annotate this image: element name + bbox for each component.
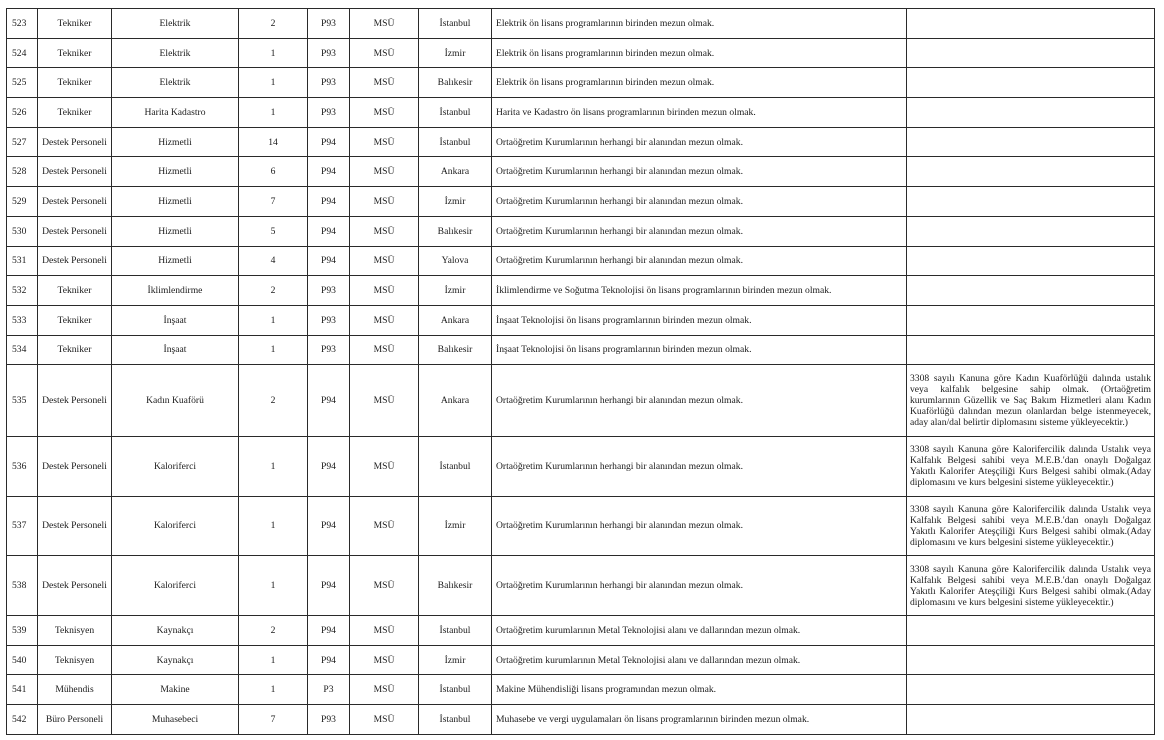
cell-position-no: 528: [7, 157, 38, 187]
cell-city: İzmir: [419, 276, 492, 306]
cell-profession: İklimlendirme: [112, 276, 239, 306]
cell-note: [907, 68, 1155, 98]
cell-count: 14: [239, 127, 308, 157]
table-row: [7, 496, 1155, 556]
cell-title: Mühendis: [38, 675, 112, 705]
cell-title: Destek Personeli: [38, 127, 112, 157]
cell-requirement: Ortaöğretim kurumlarının Metal Teknolojisi alanı ve dallarından mezun olmak.: [492, 645, 907, 675]
cell-count: 1: [239, 496, 308, 556]
cell-position-no: 532: [7, 276, 38, 306]
cell-title: Destek Personeli: [38, 436, 112, 496]
cell-requirement: Elektrik ön lisans programlarının birinden mezun olmak.: [492, 38, 907, 68]
table-row: [7, 127, 1155, 157]
cell-count: 1: [239, 645, 308, 675]
cell-position-no: 541: [7, 675, 38, 705]
cell-requirement: İnşaat Teknolojisi ön lisans programlarının birinden mezun olmak.: [492, 335, 907, 365]
cell-note: [907, 705, 1155, 735]
cell-note: [907, 98, 1155, 128]
table-row: [7, 305, 1155, 335]
table-row: [7, 157, 1155, 187]
cell-institution: MSÜ: [350, 68, 419, 98]
cell-institution: MSÜ: [350, 335, 419, 365]
cell-position-no: 533: [7, 305, 38, 335]
cell-city: İzmir: [419, 187, 492, 217]
cell-requirement: Harita ve Kadastro ön lisans programlarının birinden mezun olmak.: [492, 98, 907, 128]
cell-requirement: Ortaöğretim Kurumlarının herhangi bir alanından mezun olmak.: [492, 216, 907, 246]
cell-count: 5: [239, 216, 308, 246]
cell-note: 3308 sayılı Kanuna göre Kaloriferc​ilik dalında Ustalık veya Kalfalık Belgesi sahibi veya M.E.B.'dan onaylı Doğalgaz Yakıtlı Kalorifer Ateşçiliği Kurs Belgesi sahibi olmak.(Aday diplomasını ve kurs belgesini sisteme yükleyecektir.): [907, 436, 1155, 496]
cell-count: 1: [239, 68, 308, 98]
cell-count: 1: [239, 335, 308, 365]
cell-position-no: 537: [7, 496, 38, 556]
table-row: [7, 216, 1155, 246]
cell-count: 7: [239, 705, 308, 735]
cell-count: 6: [239, 157, 308, 187]
cell-city: İstanbul: [419, 436, 492, 496]
cell-title: Teknisyen: [38, 645, 112, 675]
cell-qualification-code: P93: [308, 9, 350, 39]
cell-qualification-code: P93: [308, 305, 350, 335]
cell-title: Teknisyen: [38, 616, 112, 646]
cell-count: 1: [239, 436, 308, 496]
cell-city: Ankara: [419, 365, 492, 437]
cell-note: [907, 246, 1155, 276]
cell-note: 3308 sayılı Kanuna göre Kadın Kuaförlüğü dalında ustalık veya kalfalık belgesine sahip olmak. (Ortaöğretim kurumlarının Güzellik ve Saç Bakım Hizmetleri alanı Kadın Kuaförlüğü dalından mezun olanlardan belge istenmeyecek, aday alan/dal belirtir diplomasını sisteme yükleyecektir.): [907, 365, 1155, 437]
cell-position-no: 540: [7, 645, 38, 675]
positions-table: [6, 8, 1155, 735]
cell-city: İstanbul: [419, 9, 492, 39]
cell-institution: MSÜ: [350, 556, 419, 616]
cell-institution: MSÜ: [350, 276, 419, 306]
cell-note: [907, 127, 1155, 157]
cell-city: İzmir: [419, 38, 492, 68]
table-row: [7, 335, 1155, 365]
cell-city: Ankara: [419, 305, 492, 335]
table-row: [7, 68, 1155, 98]
table-row: [7, 276, 1155, 306]
table-row: [7, 365, 1155, 437]
cell-requirement: Ortaöğretim Kurumlarının herhangi bir alanından mezun olmak.: [492, 157, 907, 187]
cell-profession: Harita Kadastro: [112, 98, 239, 128]
cell-requirement: Ortaöğretim Kurumlarının herhangi bir alanından mezun olmak.: [492, 187, 907, 217]
table-row: [7, 187, 1155, 217]
cell-count: 1: [239, 675, 308, 705]
cell-profession: Hizmetli: [112, 246, 239, 276]
cell-profession: Elektrik: [112, 38, 239, 68]
cell-institution: MSÜ: [350, 436, 419, 496]
cell-count: 2: [239, 276, 308, 306]
cell-title: Destek Personeli: [38, 246, 112, 276]
cell-profession: Kaloriferci: [112, 436, 239, 496]
cell-note: [907, 675, 1155, 705]
cell-city: İstanbul: [419, 705, 492, 735]
cell-position-no: 524: [7, 38, 38, 68]
cell-institution: MSÜ: [350, 645, 419, 675]
cell-count: 2: [239, 9, 308, 39]
cell-title: Destek Personeli: [38, 365, 112, 437]
cell-requirement: İklimlendirme ve Soğutma Teknolojisi ön lisans programlarının birinden mezun olmak.: [492, 276, 907, 306]
cell-note: [907, 38, 1155, 68]
cell-institution: MSÜ: [350, 616, 419, 646]
cell-qualification-code: P93: [308, 705, 350, 735]
cell-requirement: İnşaat Teknolojisi ön lisans programlarının birinden mezun olmak.: [492, 305, 907, 335]
cell-institution: MSÜ: [350, 127, 419, 157]
cell-note: [907, 645, 1155, 675]
cell-profession: Elektrik: [112, 68, 239, 98]
cell-title: Tekniker: [38, 38, 112, 68]
cell-requirement: Ortaöğretim Kurumlarının herhangi bir alanından mezun olmak.: [492, 436, 907, 496]
cell-qualification-code: P94: [308, 496, 350, 556]
cell-count: 2: [239, 365, 308, 437]
cell-qualification-code: P94: [308, 436, 350, 496]
cell-note: 3308 sayılı Kanuna göre Kaloriferc​ilik dalında Ustalık veya Kalfalık Belgesi sahibi veya M.E.B.'dan onaylı Doğalgaz Yakıtlı Kalorifer Ateşçiliği Kurs Belgesi sahibi olmak.(Aday diplomasını ve kurs belgesini sisteme yükleyecektir.): [907, 496, 1155, 556]
cell-requirement: Ortaöğretim Kurumlarının herhangi bir alanından mezun olmak.: [492, 365, 907, 437]
cell-profession: Hizmetli: [112, 187, 239, 217]
cell-qualification-code: P94: [308, 157, 350, 187]
cell-city: İstanbul: [419, 127, 492, 157]
cell-profession: Elektrik: [112, 9, 239, 39]
table-body: [7, 9, 1155, 735]
cell-note: 3308 sayılı Kanuna göre Kaloriferc​ilik dalında Ustalık veya Kalfalık Belgesi sahibi veya M.E.B.'dan onaylı Doğalgaz Yakıtlı Kalorifer Ateşçiliği Kurs Belgesi sahibi olmak.(Aday diplomasını ve kurs belgesini sisteme yükleyecektir.): [907, 556, 1155, 616]
cell-city: Ankara: [419, 157, 492, 187]
cell-city: Balıkesir: [419, 68, 492, 98]
cell-position-no: 534: [7, 335, 38, 365]
cell-institution: MSÜ: [350, 9, 419, 39]
cell-institution: MSÜ: [350, 365, 419, 437]
cell-position-no: 525: [7, 68, 38, 98]
cell-title: Destek Personeli: [38, 556, 112, 616]
cell-qualification-code: P94: [308, 616, 350, 646]
table-row: [7, 616, 1155, 646]
cell-profession: Kaynakçı: [112, 645, 239, 675]
cell-institution: MSÜ: [350, 216, 419, 246]
cell-count: 1: [239, 98, 308, 128]
cell-count: 1: [239, 38, 308, 68]
cell-profession: Muhasebeci: [112, 705, 239, 735]
cell-position-no: 529: [7, 187, 38, 217]
table-row: [7, 436, 1155, 496]
table-row: [7, 556, 1155, 616]
cell-requirement: Elektrik ön lisans programlarının birinden mezun olmak.: [492, 9, 907, 39]
cell-position-no: 535: [7, 365, 38, 437]
cell-note: [907, 216, 1155, 246]
cell-city: Balıkesir: [419, 335, 492, 365]
cell-position-no: 523: [7, 9, 38, 39]
cell-title: Tekniker: [38, 98, 112, 128]
cell-profession: İnşaat: [112, 305, 239, 335]
cell-count: 1: [239, 305, 308, 335]
cell-title: Destek Personeli: [38, 216, 112, 246]
cell-count: 4: [239, 246, 308, 276]
cell-qualification-code: P93: [308, 38, 350, 68]
cell-requirement: Ortaöğretim Kurumlarının herhangi bir alanından mezun olmak.: [492, 127, 907, 157]
cell-institution: MSÜ: [350, 98, 419, 128]
cell-qualification-code: P94: [308, 246, 350, 276]
cell-requirement: Ortaöğretim Kurumlarının herhangi bir alanından mezun olmak.: [492, 556, 907, 616]
cell-city: Balıkesir: [419, 556, 492, 616]
cell-qualification-code: P93: [308, 68, 350, 98]
cell-requirement: Makine Mühendisliği lisans programından mezun olmak.: [492, 675, 907, 705]
cell-note: [907, 187, 1155, 217]
cell-institution: MSÜ: [350, 305, 419, 335]
cell-qualification-code: P94: [308, 365, 350, 437]
cell-position-no: 526: [7, 98, 38, 128]
cell-requirement: Ortaöğretim Kurumlarının herhangi bir alanından mezun olmak.: [492, 246, 907, 276]
cell-city: Yalova: [419, 246, 492, 276]
table-row: [7, 38, 1155, 68]
cell-position-no: 531: [7, 246, 38, 276]
cell-position-no: 527: [7, 127, 38, 157]
cell-institution: MSÜ: [350, 705, 419, 735]
cell-count: 2: [239, 616, 308, 646]
cell-title: Tekniker: [38, 68, 112, 98]
cell-qualification-code: P93: [308, 98, 350, 128]
cell-note: [907, 335, 1155, 365]
cell-institution: MSÜ: [350, 38, 419, 68]
cell-profession: Kaynakçı: [112, 616, 239, 646]
cell-qualification-code: P3: [308, 675, 350, 705]
cell-qualification-code: P93: [308, 335, 350, 365]
cell-profession: Kadın Kuaförü: [112, 365, 239, 437]
cell-requirement: Ortaöğretim Kurumlarının herhangi bir alanından mezun olmak.: [492, 496, 907, 556]
cell-count: 7: [239, 187, 308, 217]
cell-qualification-code: P94: [308, 556, 350, 616]
cell-title: Büro Personeli: [38, 705, 112, 735]
cell-city: İstanbul: [419, 616, 492, 646]
cell-city: İzmir: [419, 496, 492, 556]
cell-requirement: Elektrik ön lisans programlarının birinden mezun olmak.: [492, 68, 907, 98]
cell-title: Tekniker: [38, 276, 112, 306]
cell-title: Destek Personeli: [38, 157, 112, 187]
cell-title: Destek Personeli: [38, 496, 112, 556]
cell-profession: Kaloriferci: [112, 556, 239, 616]
cell-requirement: Muhasebe ve vergi uygulamaları ön lisans programlarının birinden mezun olmak.: [492, 705, 907, 735]
cell-title: Tekniker: [38, 305, 112, 335]
cell-institution: MSÜ: [350, 157, 419, 187]
cell-note: [907, 9, 1155, 39]
cell-note: [907, 157, 1155, 187]
cell-profession: Makine: [112, 675, 239, 705]
cell-institution: MSÜ: [350, 187, 419, 217]
cell-profession: Kaloriferci: [112, 496, 239, 556]
cell-count: 1: [239, 556, 308, 616]
cell-position-no: 542: [7, 705, 38, 735]
cell-note: [907, 276, 1155, 306]
cell-note: [907, 616, 1155, 646]
cell-requirement: Ortaöğretim kurumlarının Metal Teknolojisi alanı ve dallarından mezun olmak.: [492, 616, 907, 646]
table-row: [7, 246, 1155, 276]
cell-position-no: 530: [7, 216, 38, 246]
cell-position-no: 536: [7, 436, 38, 496]
cell-title: Destek Personeli: [38, 187, 112, 217]
cell-institution: MSÜ: [350, 246, 419, 276]
cell-city: İstanbul: [419, 98, 492, 128]
cell-title: Tekniker: [38, 9, 112, 39]
table-row: [7, 705, 1155, 735]
cell-profession: İnşaat: [112, 335, 239, 365]
cell-profession: Hizmetli: [112, 216, 239, 246]
cell-note: [907, 305, 1155, 335]
cell-city: Balıkesir: [419, 216, 492, 246]
cell-profession: Hizmetli: [112, 157, 239, 187]
cell-qualification-code: P94: [308, 187, 350, 217]
cell-qualification-code: P94: [308, 645, 350, 675]
table-row: [7, 98, 1155, 128]
cell-institution: MSÜ: [350, 675, 419, 705]
cell-qualification-code: P94: [308, 127, 350, 157]
cell-position-no: 538: [7, 556, 38, 616]
cell-qualification-code: P93: [308, 276, 350, 306]
cell-qualification-code: P94: [308, 216, 350, 246]
table-row: [7, 9, 1155, 39]
table-row: [7, 675, 1155, 705]
cell-city: İstanbul: [419, 675, 492, 705]
cell-city: İzmir: [419, 645, 492, 675]
cell-profession: Hizmetli: [112, 127, 239, 157]
cell-position-no: 539: [7, 616, 38, 646]
cell-title: Tekniker: [38, 335, 112, 365]
cell-institution: MSÜ: [350, 496, 419, 556]
table-row: [7, 645, 1155, 675]
